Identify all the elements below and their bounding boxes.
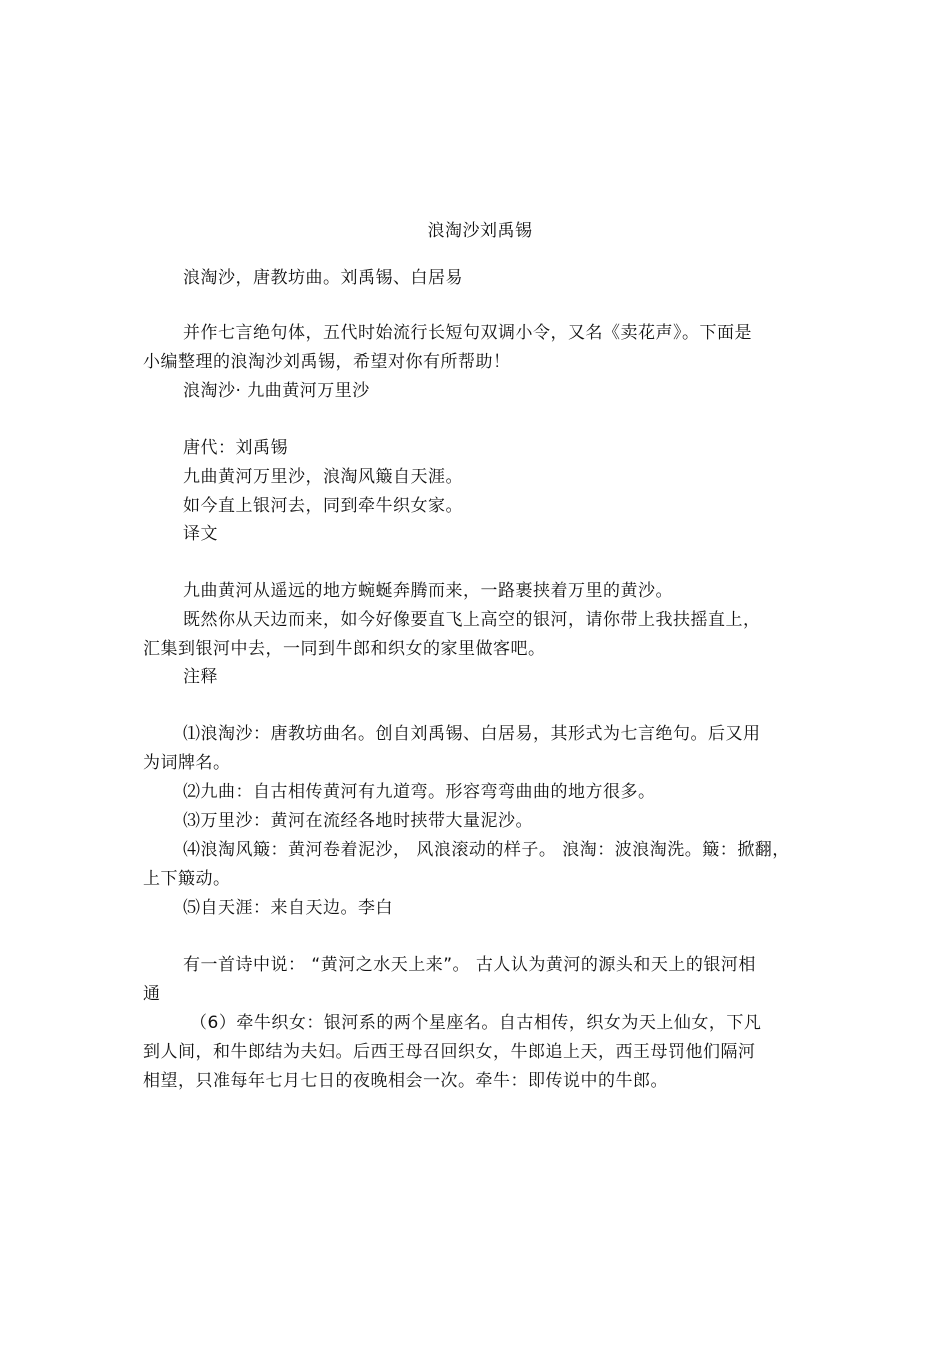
note-line: ⑵九曲：自古相传黄河有九道弯。形容弯弯曲曲的地方很多。	[183, 782, 656, 802]
note-line: 为词牌名。	[143, 753, 231, 773]
quote-line: 通	[143, 984, 161, 1004]
note-line: 上下簸动。	[143, 869, 231, 889]
quote-line: 有一首诗中说： “黄河之水天上来”。 古人认为黄河的源头和天上的银河相	[183, 955, 756, 975]
note-line: ⑴浪淘沙：唐教坊曲名。创自刘禹锡、白居易，其形式为七言绝句。后又用	[183, 724, 761, 744]
intro-line: 浪淘沙，唐教坊曲。刘禹锡、白居易	[183, 268, 463, 288]
note-line: ⑸自天涯：来自天边。李白	[183, 898, 393, 918]
poem-author: 唐代：刘禹锡	[183, 438, 288, 458]
note-line: 到人间，和牛郎结为夫妇。后西王母召回织女，牛郎追上天，西王母罚他们隔河	[143, 1042, 756, 1062]
translation-line: 既然你从天边而来，如今好像要直飞上高空的银河，请你带上我扶摇直上，	[183, 610, 761, 630]
intro-line: 小编整理的浪淘沙刘禹锡，希望对你有所帮助！	[143, 352, 511, 372]
intro-line: 并作七言绝句体，五代时始流行长短句双调小令，又名《卖花声》。下面是	[183, 323, 752, 343]
note-line: 相望，只准每年七月七日的夜晚相会一次。牵牛：即传说中的牛郎。	[143, 1071, 668, 1091]
poem-line: 九曲黄河万里沙，浪淘风簸自天涯。	[183, 467, 463, 487]
translation-heading: 译文	[183, 524, 218, 544]
translation-line: 汇集到银河中去，一同到牛郎和织女的家里做客吧。	[143, 639, 546, 659]
note-line: ⑷浪淘风簸：黄河卷着泥沙， 风浪滚动的样子。 浪淘：波浪淘洗。簸：掀翻，	[183, 840, 790, 860]
notes-heading: 注释	[183, 667, 218, 687]
note-line: ⑶万里沙：黄河在流经各地时挟带大量泥沙。	[183, 811, 533, 831]
poem-line: 如今直上银河去，同到牵牛织女家。	[183, 496, 463, 516]
translation-line: 九曲黄河从遥远的地方蜿蜒奔腾而来，一路裹挟着万里的黄沙。	[183, 581, 673, 601]
poem-title: 浪淘沙· 九曲黄河万里沙	[183, 381, 370, 401]
note-line: （6）牵牛织女：银河系的两个星座名。自古相传，织女为天上仙女，下凡	[190, 1013, 762, 1033]
document-title: 浪淘沙刘禹锡	[427, 221, 533, 241]
